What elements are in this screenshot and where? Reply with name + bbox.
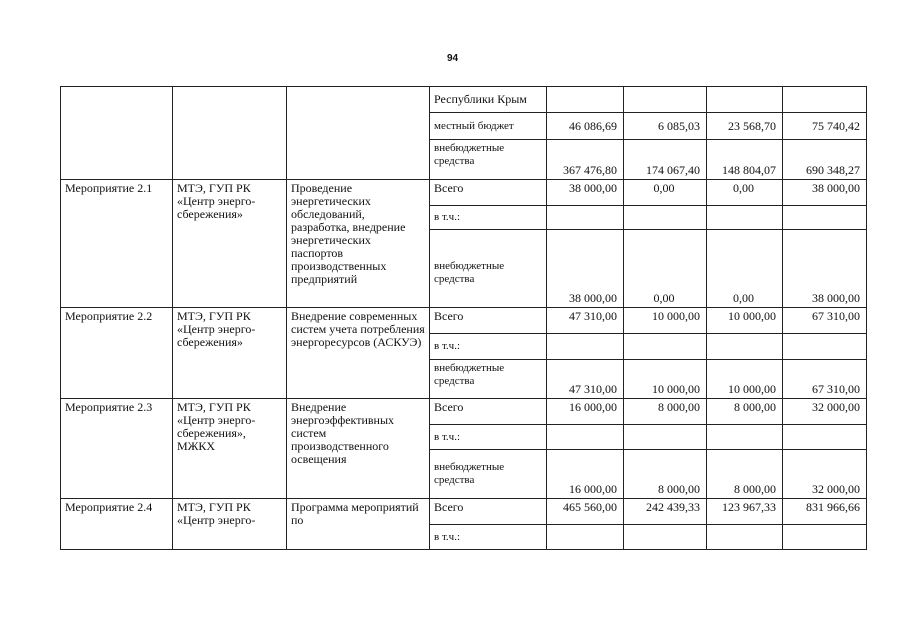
funding-source: в т.ч.:	[430, 334, 547, 360]
funding-source: Всего	[430, 308, 547, 334]
value-cell: 8 000,00	[707, 450, 783, 499]
value-cell	[707, 525, 783, 550]
value-cell: 38 000,00	[783, 180, 867, 206]
value-cell	[624, 425, 707, 450]
value-cell	[707, 425, 783, 450]
value-cell: 465 560,00	[547, 499, 624, 525]
funding-source: Всего	[430, 399, 547, 425]
funding-table	[60, 86, 867, 550]
value-cell: 6 085,03	[624, 113, 707, 140]
measure-name: Мероприятие 2.3	[61, 399, 173, 499]
value-cell	[707, 87, 783, 113]
value-cell: 8 000,00	[707, 399, 783, 425]
value-cell: 10 000,00	[707, 308, 783, 334]
value-cell: 10 000,00	[707, 360, 783, 399]
measure-executor: МТЭ, ГУП РК «Центр энерго-сбережения», МЖКХ	[173, 399, 287, 499]
funding-source: в т.ч.:	[430, 206, 547, 230]
value-cell	[547, 425, 624, 450]
value-cell	[624, 525, 707, 550]
funding-source: Республики Крым	[430, 87, 547, 113]
funding-source: Всего	[430, 180, 547, 206]
funding-source: в т.ч.:	[430, 525, 547, 550]
value-cell: 67 310,00	[783, 360, 867, 399]
value-cell: 38 000,00	[547, 180, 624, 206]
page-number: 94	[446, 53, 459, 64]
table-row	[61, 180, 867, 206]
measure-description: Внедрение энергоэффективных систем производственного освещения	[287, 399, 430, 499]
funding-source: внебюджетные средства	[430, 450, 547, 499]
table-row	[61, 87, 867, 113]
value-cell: 0,00	[624, 230, 707, 308]
table-row	[61, 499, 867, 525]
measure-description: Внедрение современных систем учета потребления энергоресурсов (АСКУЭ)	[287, 308, 430, 399]
value-cell	[547, 206, 624, 230]
value-cell	[547, 334, 624, 360]
table-row	[61, 399, 867, 425]
value-cell	[783, 334, 867, 360]
value-cell	[547, 87, 624, 113]
measure-name: Мероприятие 2.2	[61, 308, 173, 399]
measure-description: Программа мероприятий по	[287, 499, 430, 550]
value-cell: 32 000,00	[783, 450, 867, 499]
value-cell	[707, 206, 783, 230]
value-cell: 0,00	[624, 180, 707, 206]
value-cell: 23 568,70	[707, 113, 783, 140]
measure-executor: МТЭ, ГУП РК «Центр энерго-сбережения»	[173, 308, 287, 399]
measure-name: Мероприятие 2.4	[61, 499, 173, 550]
value-cell: 16 000,00	[547, 450, 624, 499]
value-cell: 8 000,00	[624, 450, 707, 499]
value-cell: 38 000,00	[783, 230, 867, 308]
value-cell: 47 310,00	[547, 308, 624, 334]
value-cell: 0,00	[707, 230, 783, 308]
funding-source: в т.ч.:	[430, 425, 547, 450]
measure-name-cell	[61, 87, 173, 180]
value-cell: 690 348,27	[783, 140, 867, 180]
measure-name: Мероприятие 2.1	[61, 180, 173, 308]
value-cell: 16 000,00	[547, 399, 624, 425]
value-cell	[624, 87, 707, 113]
funding-source: местный бюджет	[430, 113, 547, 140]
value-cell: 0,00	[707, 180, 783, 206]
value-cell: 46 086,69	[547, 113, 624, 140]
funding-source: внебюджетные средства	[430, 140, 547, 180]
value-cell	[783, 87, 867, 113]
description-cell	[287, 87, 430, 180]
value-cell	[624, 206, 707, 230]
value-cell: 123 967,33	[707, 499, 783, 525]
value-cell: 10 000,00	[624, 308, 707, 334]
value-cell	[547, 525, 624, 550]
value-cell	[707, 334, 783, 360]
table-row	[61, 308, 867, 334]
measure-executor: МТЭ, ГУП РК «Центр энерго-	[173, 499, 287, 550]
value-cell: 10 000,00	[624, 360, 707, 399]
value-cell	[783, 525, 867, 550]
value-cell: 32 000,00	[783, 399, 867, 425]
value-cell: 174 067,40	[624, 140, 707, 180]
value-cell	[624, 334, 707, 360]
value-cell: 8 000,00	[624, 399, 707, 425]
funding-source: внебюджетные средства	[430, 230, 547, 308]
funding-source: Всего	[430, 499, 547, 525]
value-cell	[783, 425, 867, 450]
measure-description: Проведение энергетических обследований, разработка, внедрение энергетических паспортов производственных предприятий	[287, 180, 430, 308]
value-cell: 47 310,00	[547, 360, 624, 399]
value-cell: 831 966,66	[783, 499, 867, 525]
value-cell: 367 476,80	[547, 140, 624, 180]
value-cell: 75 740,42	[783, 113, 867, 140]
value-cell: 242 439,33	[624, 499, 707, 525]
measure-executor: МТЭ, ГУП РК «Центр энерго-сбережения»	[173, 180, 287, 308]
value-cell: 38 000,00	[547, 230, 624, 308]
funding-source: внебюджетные средства	[430, 360, 547, 399]
executor-cell	[173, 87, 287, 180]
value-cell: 148 804,07	[707, 140, 783, 180]
value-cell: 67 310,00	[783, 308, 867, 334]
value-cell	[783, 206, 867, 230]
